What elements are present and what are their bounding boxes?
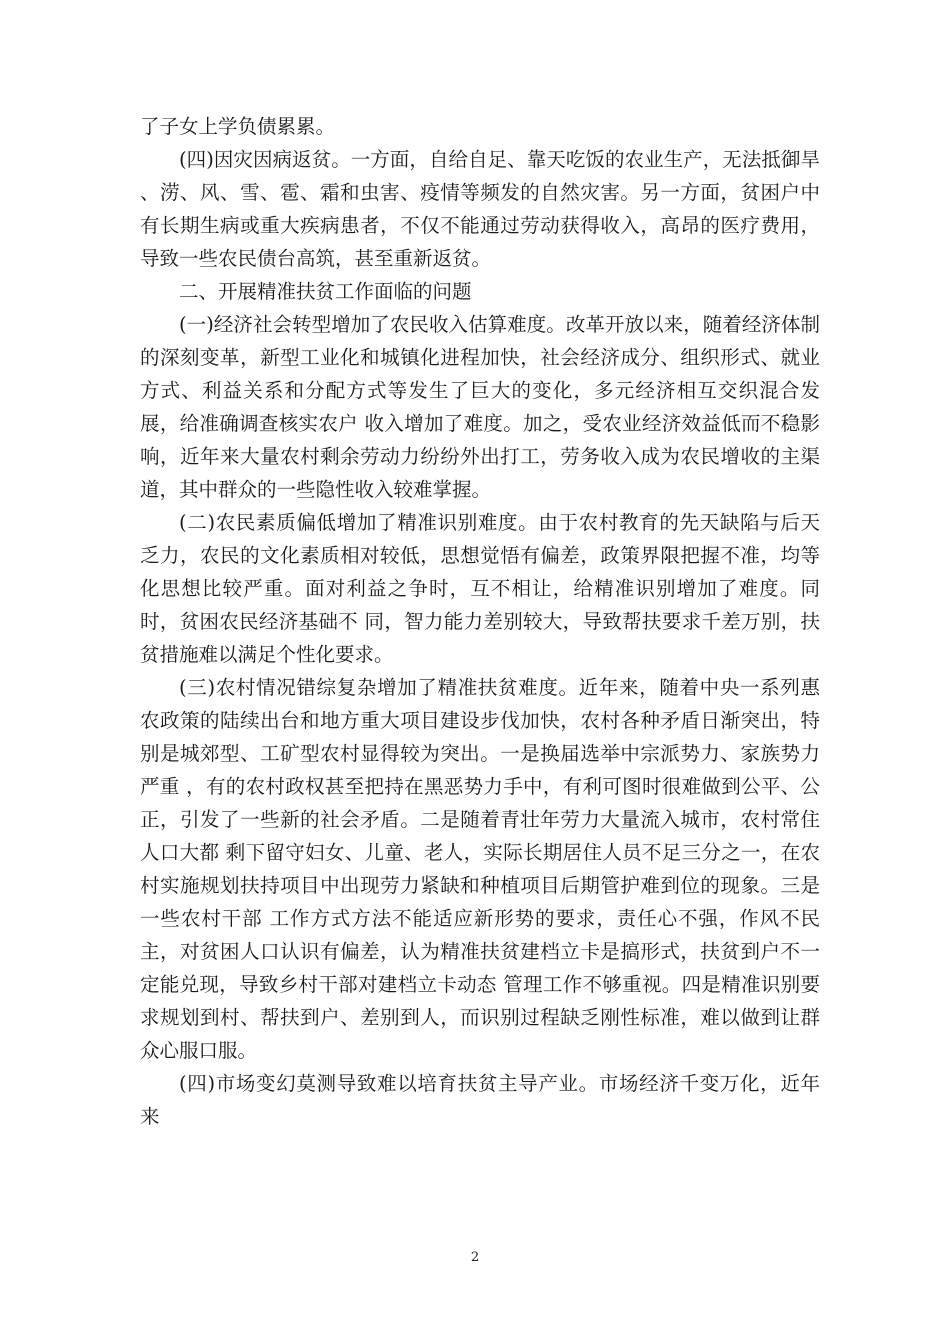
body-text — [140, 110, 820, 1133]
page-number: 2 — [470, 1250, 480, 1265]
section-heading-problems: 二、开展精准扶贫工作面临的问题 — [179, 280, 472, 303]
paragraph-income-estimation: (一)经济社会转型增加了农民收入估算难度。改革开放以来，随着经济体制的深刻变革，新型工业化和城镇化进程加快，社会经济成分、组织形式、就业方式、利益关系和分配方式等发生了巨大的变化，多元经济相互交织混合发展，给准确调查核实农户 收入增加了难度。加之，受农业经济效益低而不稳影响，近年来大量农村剩余劳动力纷纷外出打工，劳务收入成为农民增收的主渠道，其中群众的一些隐性收入较难掌握。 — [140, 313, 820, 501]
paragraph-farmer-quality: (二)农民素质偏低增加了精准识别难度。由于农村教育的先天缺陷与后天 乏力，农民的文化素质相对较低，思想觉悟有偏差，政策界限把握不准，均等化思想比较严重。面对利益之争时，互不相让，给精准识别增加了难度。同时，贫困农民经济基础不 同，智力能力差别较大，导致帮扶要求千差万别，扶贫措施难以满足个性化要求。 — [140, 511, 820, 666]
paragraph-rural-complexity: (三)农村情况错综复杂增加了精准扶贫难度。近年来，随着中央一系列惠 农政策的陆续出台和地方重大项目建设步伐加快，农村各种矛盾日渐突出，特别是城郊型、工矿型农村显得较为突出。一是换届选举中宗派势力、家族势力严重 ，有的农村政权甚至把持在黑恶势力手中，有利可图时很难做到公平、公正，引发了一些新的社会矛盾。二是随着青壮年劳力大量流入城市，农村常住人口大都 剩下留守妇女、儿童、老人，实际长期居住人员不足三分之一，在农村实施规划扶持项目中出现劳力紧缺和种植项目后期管护难到位的现象。三是一些农村干部 工作方式方法不能适应新形势的要求，责任心不强，作风不民主，对贫困人口认识有偏差，认为精准扶贫建档立卡是搞形式，扶贫到户不一定能兑现，导致乡村干部对建档立卡动态 管理工作不够重视。四是精准识别要求规划到村、帮扶到户、差别到人，而识别过程缺乏刚性标准，难以做到让群众心服口服。 — [140, 676, 820, 1062]
paragraph-market-changes: (四)市场变幻莫测导致难以培育扶贫主导产业。市场经济千变万化，近年 来 — [140, 1072, 820, 1128]
paragraph-continuation: 了子女上学负债累累。 — [140, 115, 336, 138]
paragraph-disaster-poverty: (四)因灾因病返贫。一方面，自给自足、靠天吃饭的农业生产，无法抵御旱 、涝、风、雪、雹、霜和虫害、疫情等频发的自然灾害。另一方面，贫困户中有长期生病或重大疾病患者，不仅不能通过劳动获得收入，高昂的医疗费用，导致一些农民债台高筑，甚至重新返贫。 — [140, 148, 820, 270]
